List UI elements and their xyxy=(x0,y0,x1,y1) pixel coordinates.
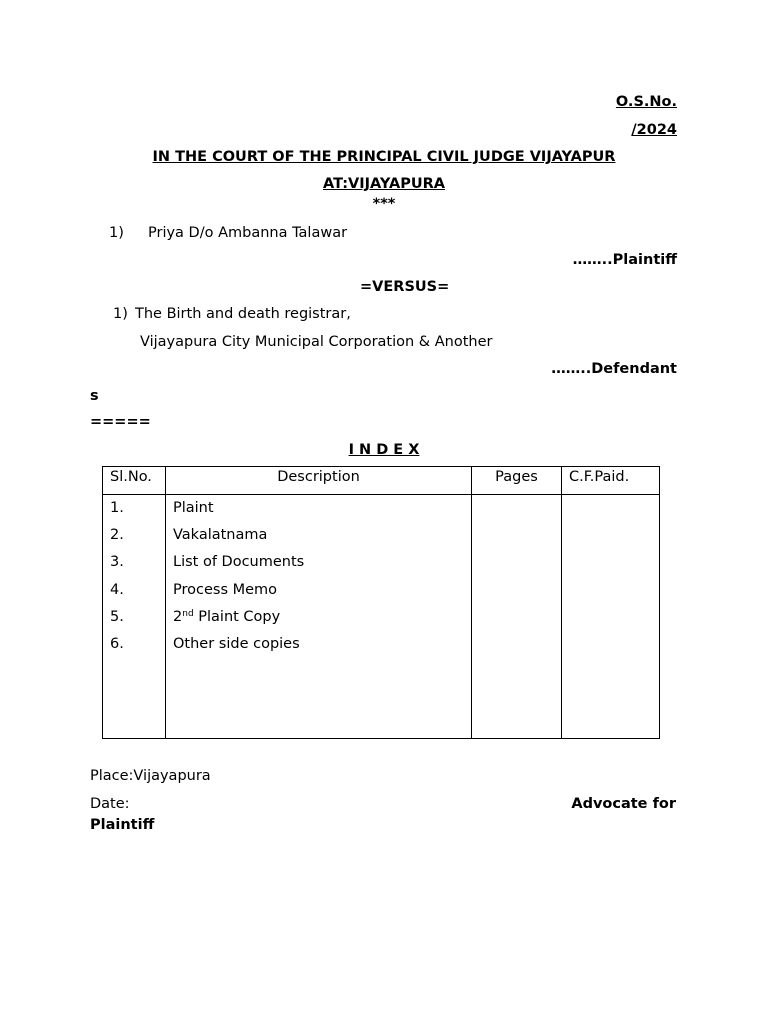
slno-cell: 3. xyxy=(110,554,124,571)
description-suffix: Plaint Copy xyxy=(193,608,281,625)
description-cell xyxy=(173,604,464,631)
defendant-role-wrap: s xyxy=(90,388,99,404)
description-cell: Process Memo xyxy=(173,581,278,598)
description-cell: Other side copies xyxy=(173,635,300,652)
place-label: Place:Vijayapura xyxy=(90,768,211,784)
slno-column xyxy=(103,495,166,739)
index-body xyxy=(103,495,660,739)
defendant-line2: Vijayapura City Municipal Corporation & Another xyxy=(140,334,493,350)
slno-cell: 6. xyxy=(110,635,124,652)
plaintiff-number: 1) xyxy=(109,225,124,241)
description-cell: Vakalatnama xyxy=(173,527,268,544)
description-prefix: 2 xyxy=(173,608,183,625)
plaintiff-name: Priya D/o Ambanna Talawar xyxy=(148,225,348,241)
description-column xyxy=(166,495,472,739)
index-title: I N D E X xyxy=(348,442,420,458)
slno-cell: 1. xyxy=(110,500,124,516)
versus-label: =VERSUS= xyxy=(360,279,450,295)
court-title: IN THE COURT OF THE PRINCIPAL CIVIL JUDGE VIJAYAPUR xyxy=(152,149,616,165)
column-header-slno: Sl.No. xyxy=(103,467,166,495)
case-year: /2024 xyxy=(631,122,677,138)
defendant-line1: The Birth and death registrar, xyxy=(135,306,351,322)
description-cell: List of Documents xyxy=(173,554,305,571)
index-header-row xyxy=(103,467,660,495)
separator-equals: ===== xyxy=(90,414,151,430)
description-cell: Plaint xyxy=(173,500,214,516)
defendant-number: 1) xyxy=(113,306,128,322)
separator-stars: *** xyxy=(372,196,396,212)
slno-cell: 4. xyxy=(110,581,124,598)
cf-paid-column xyxy=(562,495,660,739)
advocate-label: Advocate for xyxy=(571,796,676,812)
case-number-label: O.S.No. xyxy=(615,94,677,110)
date-label: Date: xyxy=(90,796,130,812)
court-location: AT:VIJAYAPURA xyxy=(323,176,445,192)
pages-column xyxy=(472,495,562,739)
column-header-description: Description xyxy=(166,467,472,495)
column-header-pages: Pages xyxy=(472,467,562,495)
column-header-cf-paid: C.F.Paid. xyxy=(562,467,660,495)
slno-cell: 5. xyxy=(110,608,124,625)
plaintiff-role: ……..Plaintiff xyxy=(572,252,677,268)
index-table xyxy=(102,466,660,739)
advocate-label-wrap: Plaintiff xyxy=(90,817,155,833)
slno-cell: 2. xyxy=(110,527,124,544)
defendant-role: ……..Defendant xyxy=(551,361,677,377)
ordinal-suffix: nd xyxy=(182,608,194,619)
